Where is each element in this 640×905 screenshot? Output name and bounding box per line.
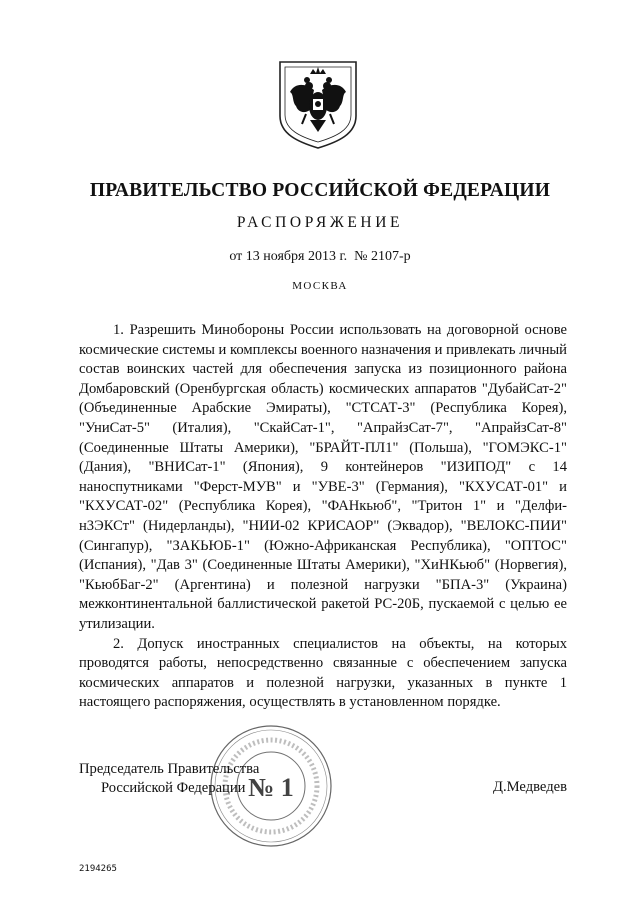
state-emblem-icon <box>276 58 360 150</box>
city: МОСКВА <box>292 280 348 292</box>
document-type: РАСПОРЯЖЕНИЕ <box>236 214 404 231</box>
paragraph-2: 2. Допуск иностранных специалистов на объекты, на которых проводятся работы, непосредственно связанные с обеспечением запуска космических аппаратов и полезной нагрузки, указанных в пункте 1 настоящего распоряжения, осуществлять в установленном порядке. <box>79 635 567 711</box>
document-registry-number: 2194265 <box>79 864 117 874</box>
government-title: ПРАВИТЕЛЬСТВО РОССИЙСКОЙ ФЕДЕРАЦИИ <box>89 180 551 201</box>
paragraph-1: 1. Разрешить Минобороны России использовать на договорной основе космические системы и комплексы военного назначения и привлекать личный состав воинских частей для обеспечения запуска из позиционного района Домбаровский (Оренбургская область) космических аппаратов "ДубайСат-2" (Объединенные Арабские Эмираты), "СТСАТ-3" (Республика Корея), "УниСат-5" (Италия), "СкайСат-1", "АпрайзСат-7", "АпрайзСат-8" (Соединенные Штаты Америки), "БРАЙТ-ПЛ1" (Польша), "ГОМЭКС-1" (Дания), "ВНИСат-1" (Япония), 9 контейнеров "ИЗИПОД" с 14 наноспутниками "Ферст-МУВ" и "УВЕ-3" (Германия), "КХУСАТ-01" и "КХУСАТ-02" (Республика Корея), "ФАНкьюб", "Тритон 1" и "Делфи-н3ЭКСт" (Нидерланды), "НИИ-02 КРИСАОР" (Эквадор), "ВЕЛОКС-ПИИ" (Сингапур), "ЗАКЬЮБ-1" (Южно-Африканская Республика), "ОПТОС" (Испания), "Дав 3" (Соединенные Штаты Америки), "ХиНКьюб" (Норвегия), "КьюбБаг-2" (Аргентина) и полезной нагрузки "БПА-3" (Украина) межконтинентальной баллистической ракетой РС-20Б, пускаемой с целью ее утилизации. <box>79 322 567 632</box>
signatory-position <box>79 760 259 798</box>
document-date-number: от 13 ноября 2013 г. № 2107-р <box>229 249 411 264</box>
position-line-1: Председатель Правительства <box>79 761 260 777</box>
signatory-name: Д.Медведев <box>493 779 567 795</box>
document-body <box>79 321 567 713</box>
seal-number: № 1 <box>248 773 294 802</box>
position-line-2: Российской Федерации <box>101 780 246 796</box>
